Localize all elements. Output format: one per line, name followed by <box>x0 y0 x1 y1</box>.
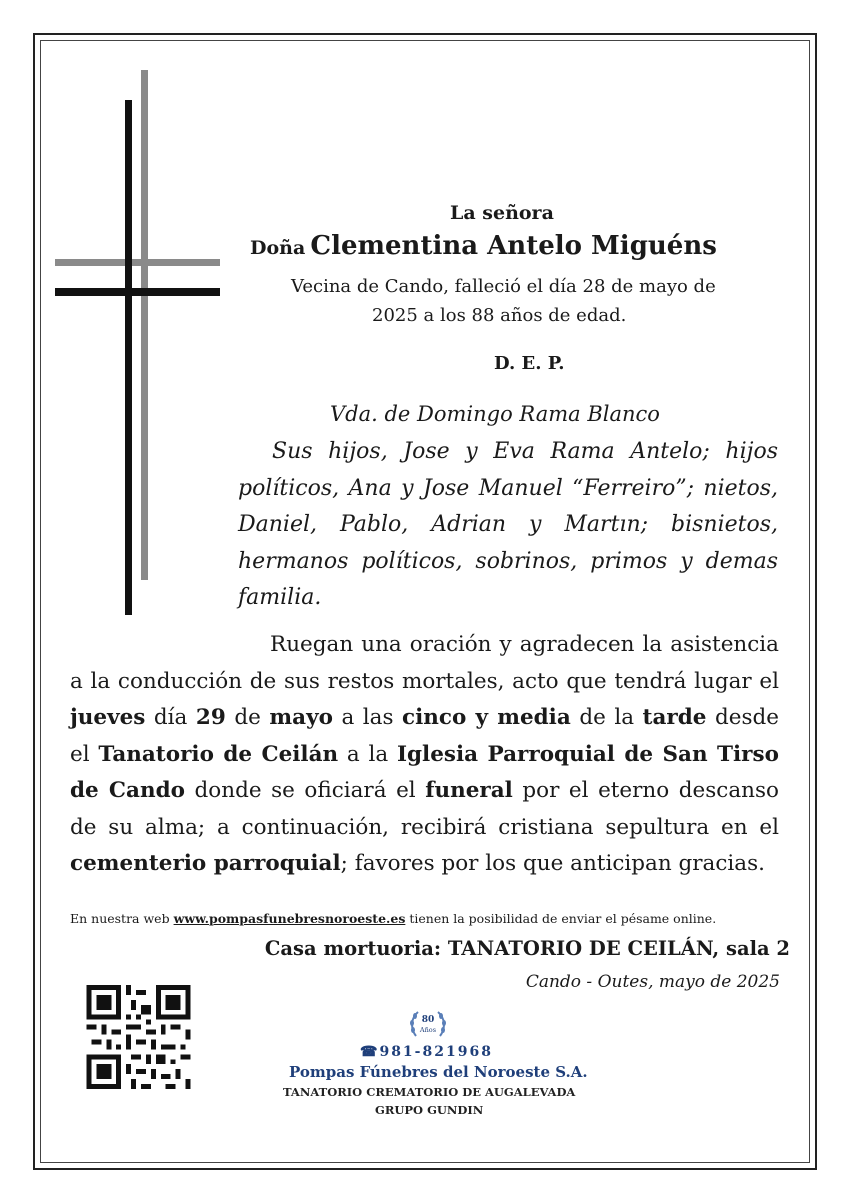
body-text: desde el <box>70 705 779 767</box>
web-suffix: tienen la posibilidad de enviar el pésame online. <box>409 911 717 926</box>
body-text: de <box>234 705 261 730</box>
body-bold: tarde <box>642 705 707 730</box>
cross-grey-horizontal <box>55 259 220 266</box>
body-text: Ruegan una oración y agradecen la asistencia a la conducción de sus restos mortales, acto que tendrá lugar el <box>70 632 779 694</box>
residence-line-2: 2025 a los 88 años de edad. <box>372 305 627 326</box>
phone-text: 981-821968 <box>379 1044 493 1060</box>
company-name: Pompas Fúnebres del Noroeste S.A. <box>289 1063 588 1081</box>
body-text: donde se oficiará el <box>194 778 416 803</box>
body-text: a la <box>346 741 389 767</box>
group-name: GRUPO GUNDIN <box>375 1103 484 1117</box>
phone-number <box>360 1044 493 1060</box>
badge-number: 80 <box>421 1015 435 1025</box>
funeral-home: Casa mortuoria: TANATORIO DE CEILÁN, sala 2 <box>264 937 790 960</box>
body-text: ; favores por los que anticipan gracias. <box>340 851 765 876</box>
dep-heading: D. E. P. <box>494 353 565 374</box>
phone-icon: ☎ <box>360 1044 380 1060</box>
widow-of: Vda. de Domingo Rama Blanco <box>330 402 660 426</box>
body-bold: funeral <box>425 778 513 803</box>
title-line: La señora <box>450 202 554 224</box>
family-paragraph: Sus hijos, Jose y Eva Rama Antelo; hijos políticos, Ana y Jose Manuel “Ferreiro”; nietos, Daniel, Pablo, Adrian y Martın; bisnietos, hermanos políticos, sobrinos, primos y demas familia. <box>238 439 778 610</box>
body-bold: jueves <box>70 705 146 730</box>
qr-code-icon <box>85 985 192 1089</box>
crematorium-name: TANATORIO CREMATORIO DE AUGALEVADA <box>283 1085 576 1099</box>
body-bold: 29 <box>195 705 226 730</box>
body-bold: Iglesia Parroquial de San Tirso de Cando <box>70 741 779 803</box>
deceased-name: Clementina Antelo Miguéns <box>310 231 717 261</box>
place-date: Cando - Outes, mayo de 2025 <box>525 972 780 992</box>
web-notice <box>70 911 716 926</box>
honorific: Doña <box>250 237 306 259</box>
body-bold: cinco y media <box>402 705 571 730</box>
laurel-badge-icon <box>407 1006 449 1044</box>
cross-grey-vertical <box>141 70 148 580</box>
website-link[interactable]: www.pompasfunebresnoroeste.es <box>173 911 406 926</box>
cross-black-vertical <box>125 100 132 615</box>
body-bold: cementerio parroquial <box>70 851 341 876</box>
body-bold: mayo <box>269 705 333 730</box>
cross-black-horizontal <box>55 288 220 296</box>
residence-line-1: Vecina de Cando, falleció el día 28 de mayo de <box>291 276 716 297</box>
body-bold: Tanatorio de Ceilán <box>98 741 339 767</box>
web-prefix: En nuestra web <box>70 911 170 926</box>
body-text: de la <box>579 705 635 730</box>
body-text: día <box>153 705 188 730</box>
badge-word: Años <box>419 1026 437 1034</box>
body-text: a las <box>341 705 394 730</box>
body-text: por el eterno descanso de su alma; a continuación, recibirá cristiana sepultura en el <box>70 778 779 840</box>
deceased-name-line <box>250 231 717 261</box>
ceremony-paragraph <box>70 627 779 883</box>
